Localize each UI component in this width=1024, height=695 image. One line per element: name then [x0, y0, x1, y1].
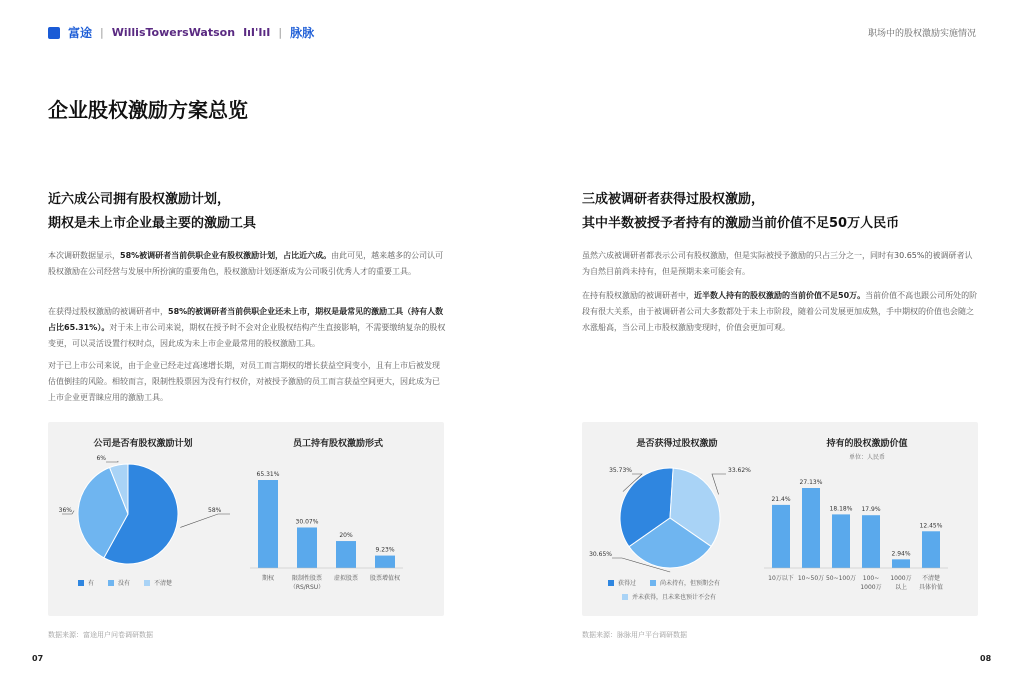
legend-item [622, 592, 716, 601]
leader-line [106, 461, 118, 462]
legend-swatch [622, 594, 628, 600]
left-paragraph-2 [48, 304, 446, 352]
legend-label: 获得过 [618, 580, 637, 587]
wtw-mark: IıI'IıI [243, 26, 271, 39]
text: 在持有股权激励的被调研者中， [582, 291, 694, 300]
left-section-title [48, 188, 448, 236]
right-chart-panel [582, 422, 978, 616]
bar [375, 556, 395, 568]
page-number-right: 08 [980, 654, 992, 663]
bar2-unit: 单位：人民币 [848, 454, 885, 461]
legend-item [108, 578, 130, 587]
bar-label: 65.31% [256, 471, 280, 478]
futu-logo: 富途 [68, 26, 93, 40]
pie2-group [589, 467, 751, 572]
right-paragraph-1: 虽然六成被调研者都表示公司有股权激励，但是实际被授予激励的只占三分之一，同时有30.65%的被调研者认为自然目前尚未持有，但是预期未来可能会有。 [582, 251, 973, 276]
bar2-title: 持有的股权激励价值 [826, 439, 908, 449]
bar-label: 21.4% [771, 495, 791, 503]
bar [862, 515, 880, 568]
left-title-line1: 近六成公司拥有股权激励计划， [48, 192, 231, 207]
pie1-group [59, 455, 230, 564]
legend-label: 不清楚 [154, 580, 173, 587]
legend-label: 尚未持有，但预期会有 [660, 580, 721, 587]
text: 由此可见，越来越多的公司认可股权激励在公司经营与发展中所扮演的重要角色，股权激励计划逐渐成为公司吸引优秀人才的重要工具。 [48, 251, 444, 276]
left-title-line2: 期权是未上市企业最主要的激励工具 [48, 216, 257, 231]
legend-swatch [650, 580, 656, 586]
leader-line [712, 474, 726, 494]
bar-label: 30.07% [295, 518, 319, 526]
right-paragraph-2 [582, 288, 978, 336]
text: 当前价值不高也跟公司所处的阶段有很大关系，由于被调研者公司大多数都处于未上市阶段，随着公司发展更加成熟，手中期权的价值也会随之水涨船高，当公司上市股权激励变现时，价值会更加可观。 [582, 291, 978, 332]
legend-swatch [78, 580, 84, 586]
bar [772, 505, 790, 568]
legend-item [608, 578, 636, 587]
pie2-legend-row2 [622, 592, 716, 601]
bar1-group [250, 471, 403, 591]
x-tick-label: 期权 [261, 575, 275, 582]
pie-label: 36% [58, 507, 72, 514]
legend-label: 有 [88, 580, 95, 587]
pie2-title: 是否获得过股权激励 [636, 439, 718, 449]
bar [297, 527, 317, 568]
bar-label: 9.23% [375, 546, 395, 554]
bar-label: 17.9% [861, 506, 881, 514]
x-tick-label: 股票增值权 [369, 575, 401, 582]
pie-label: 33.62% [728, 467, 751, 474]
highlight-text: 58%的被调研者当前供职企业还未上市，期权是最常见的激励工具（持有人数占比65.31%）。 [48, 307, 444, 332]
x-tick-label: （RS/RSU） [289, 584, 325, 591]
pie-label: 35.73% [609, 467, 632, 474]
left-source: 数据来源：富途用户问卷调研数据 [48, 631, 153, 639]
pie-label: 6% [96, 455, 106, 462]
x-tick-label: 限制性股票 [291, 575, 323, 582]
x-tick-label: 1000万 [860, 584, 882, 591]
wtw-logo: WillisTowersWatson [111, 26, 236, 39]
page-title: 企业股权激励方案总览 [48, 98, 248, 122]
header-topic: 职场中的股权激励实施情况 [867, 29, 976, 39]
pie1-legend [78, 578, 172, 587]
leader-line [180, 514, 230, 527]
x-tick-label: 虚拟股票 [333, 575, 359, 582]
bar [802, 488, 820, 568]
bar-label: 2.94% [891, 550, 911, 558]
right-title-line1: 三成被调研者获得过股权激励， [582, 192, 765, 207]
text: 对于未上市公司来说，期权在授予时不会对企业股权结构产生直接影响，不需要缴纳复杂的股权变更，可以灵活设置行权时点，因此成为未上市企业最常用的股权激励工具。 [48, 323, 446, 348]
logo-divider: | [278, 26, 283, 39]
bar-label: 20% [339, 532, 353, 540]
legend-swatch [144, 580, 150, 586]
legend-item [650, 578, 720, 587]
right-title-line2: 其中半数被授予者持有的激励当前价值不足50万人民币 [582, 216, 900, 231]
left-paragraph-3: 对于已上市公司来说，由于企业已经走过高速增长期，对员工而言期权的增长获益空间变小，且有上市后被发现估值倒挂的风险。相较而言，限制性股票因为没有行权价，对被授予激励的员工而言获益空间更大，因此成为已上市企业更青睐应用的激励工具。 [48, 361, 440, 402]
x-tick-label: 10万以下 [768, 575, 794, 582]
x-tick-label: 1000万 [890, 575, 912, 582]
legend-label: 并未获得，且未来也预计不会有 [632, 594, 717, 601]
bar [336, 541, 356, 568]
legend-item [78, 578, 94, 587]
legend-label: 没有 [118, 580, 131, 587]
maimai-logo: 脉脉 [290, 26, 315, 40]
legend-item [144, 578, 172, 587]
bar [922, 531, 940, 568]
right-section-title [582, 188, 982, 236]
legend-swatch [608, 580, 614, 586]
x-tick-label: 100~ [862, 575, 880, 582]
pie-label: 58% [208, 507, 222, 514]
bar-label: 18.18% [829, 505, 853, 513]
header-logos [48, 24, 314, 41]
bar-label: 12.45% [919, 522, 943, 530]
logo-divider: | [100, 26, 104, 39]
x-tick-label: 以上 [894, 584, 908, 591]
x-tick-label: 具体价值 [918, 584, 944, 591]
pie2-legend [608, 578, 720, 587]
x-tick-label: 50~100万 [825, 575, 857, 582]
bar1-title: 员工持有股权激励形式 [292, 439, 383, 449]
pie1-title: 公司是否有股权激励计划 [93, 439, 193, 449]
bar [892, 559, 910, 568]
highlight-text: 58%被调研者当前供职企业有股权激励计划，占比近六成。 [120, 251, 332, 260]
text: 本次调研数据显示， [48, 251, 120, 260]
highlight-text: 近半数人持有的股权激励的当前价值不足50万。 [694, 291, 866, 300]
futu-logo-icon [48, 27, 60, 39]
x-tick-label: 10~50万 [797, 575, 825, 582]
bar2-group [764, 479, 948, 591]
left-paragraph-1 [48, 248, 446, 280]
right-source: 数据来源：脉脉用户平台调研数据 [582, 631, 687, 639]
legend-swatch [108, 580, 114, 586]
page-number-left: 07 [32, 654, 44, 663]
left-chart-panel [48, 422, 444, 616]
pie-label: 30.65% [589, 551, 612, 558]
x-tick-label: 不清楚 [921, 575, 941, 582]
bar [258, 480, 278, 568]
bar [832, 514, 850, 568]
text: 在获得过股权激励的被调研者中， [48, 307, 168, 316]
bar-label: 27.13% [799, 479, 823, 486]
